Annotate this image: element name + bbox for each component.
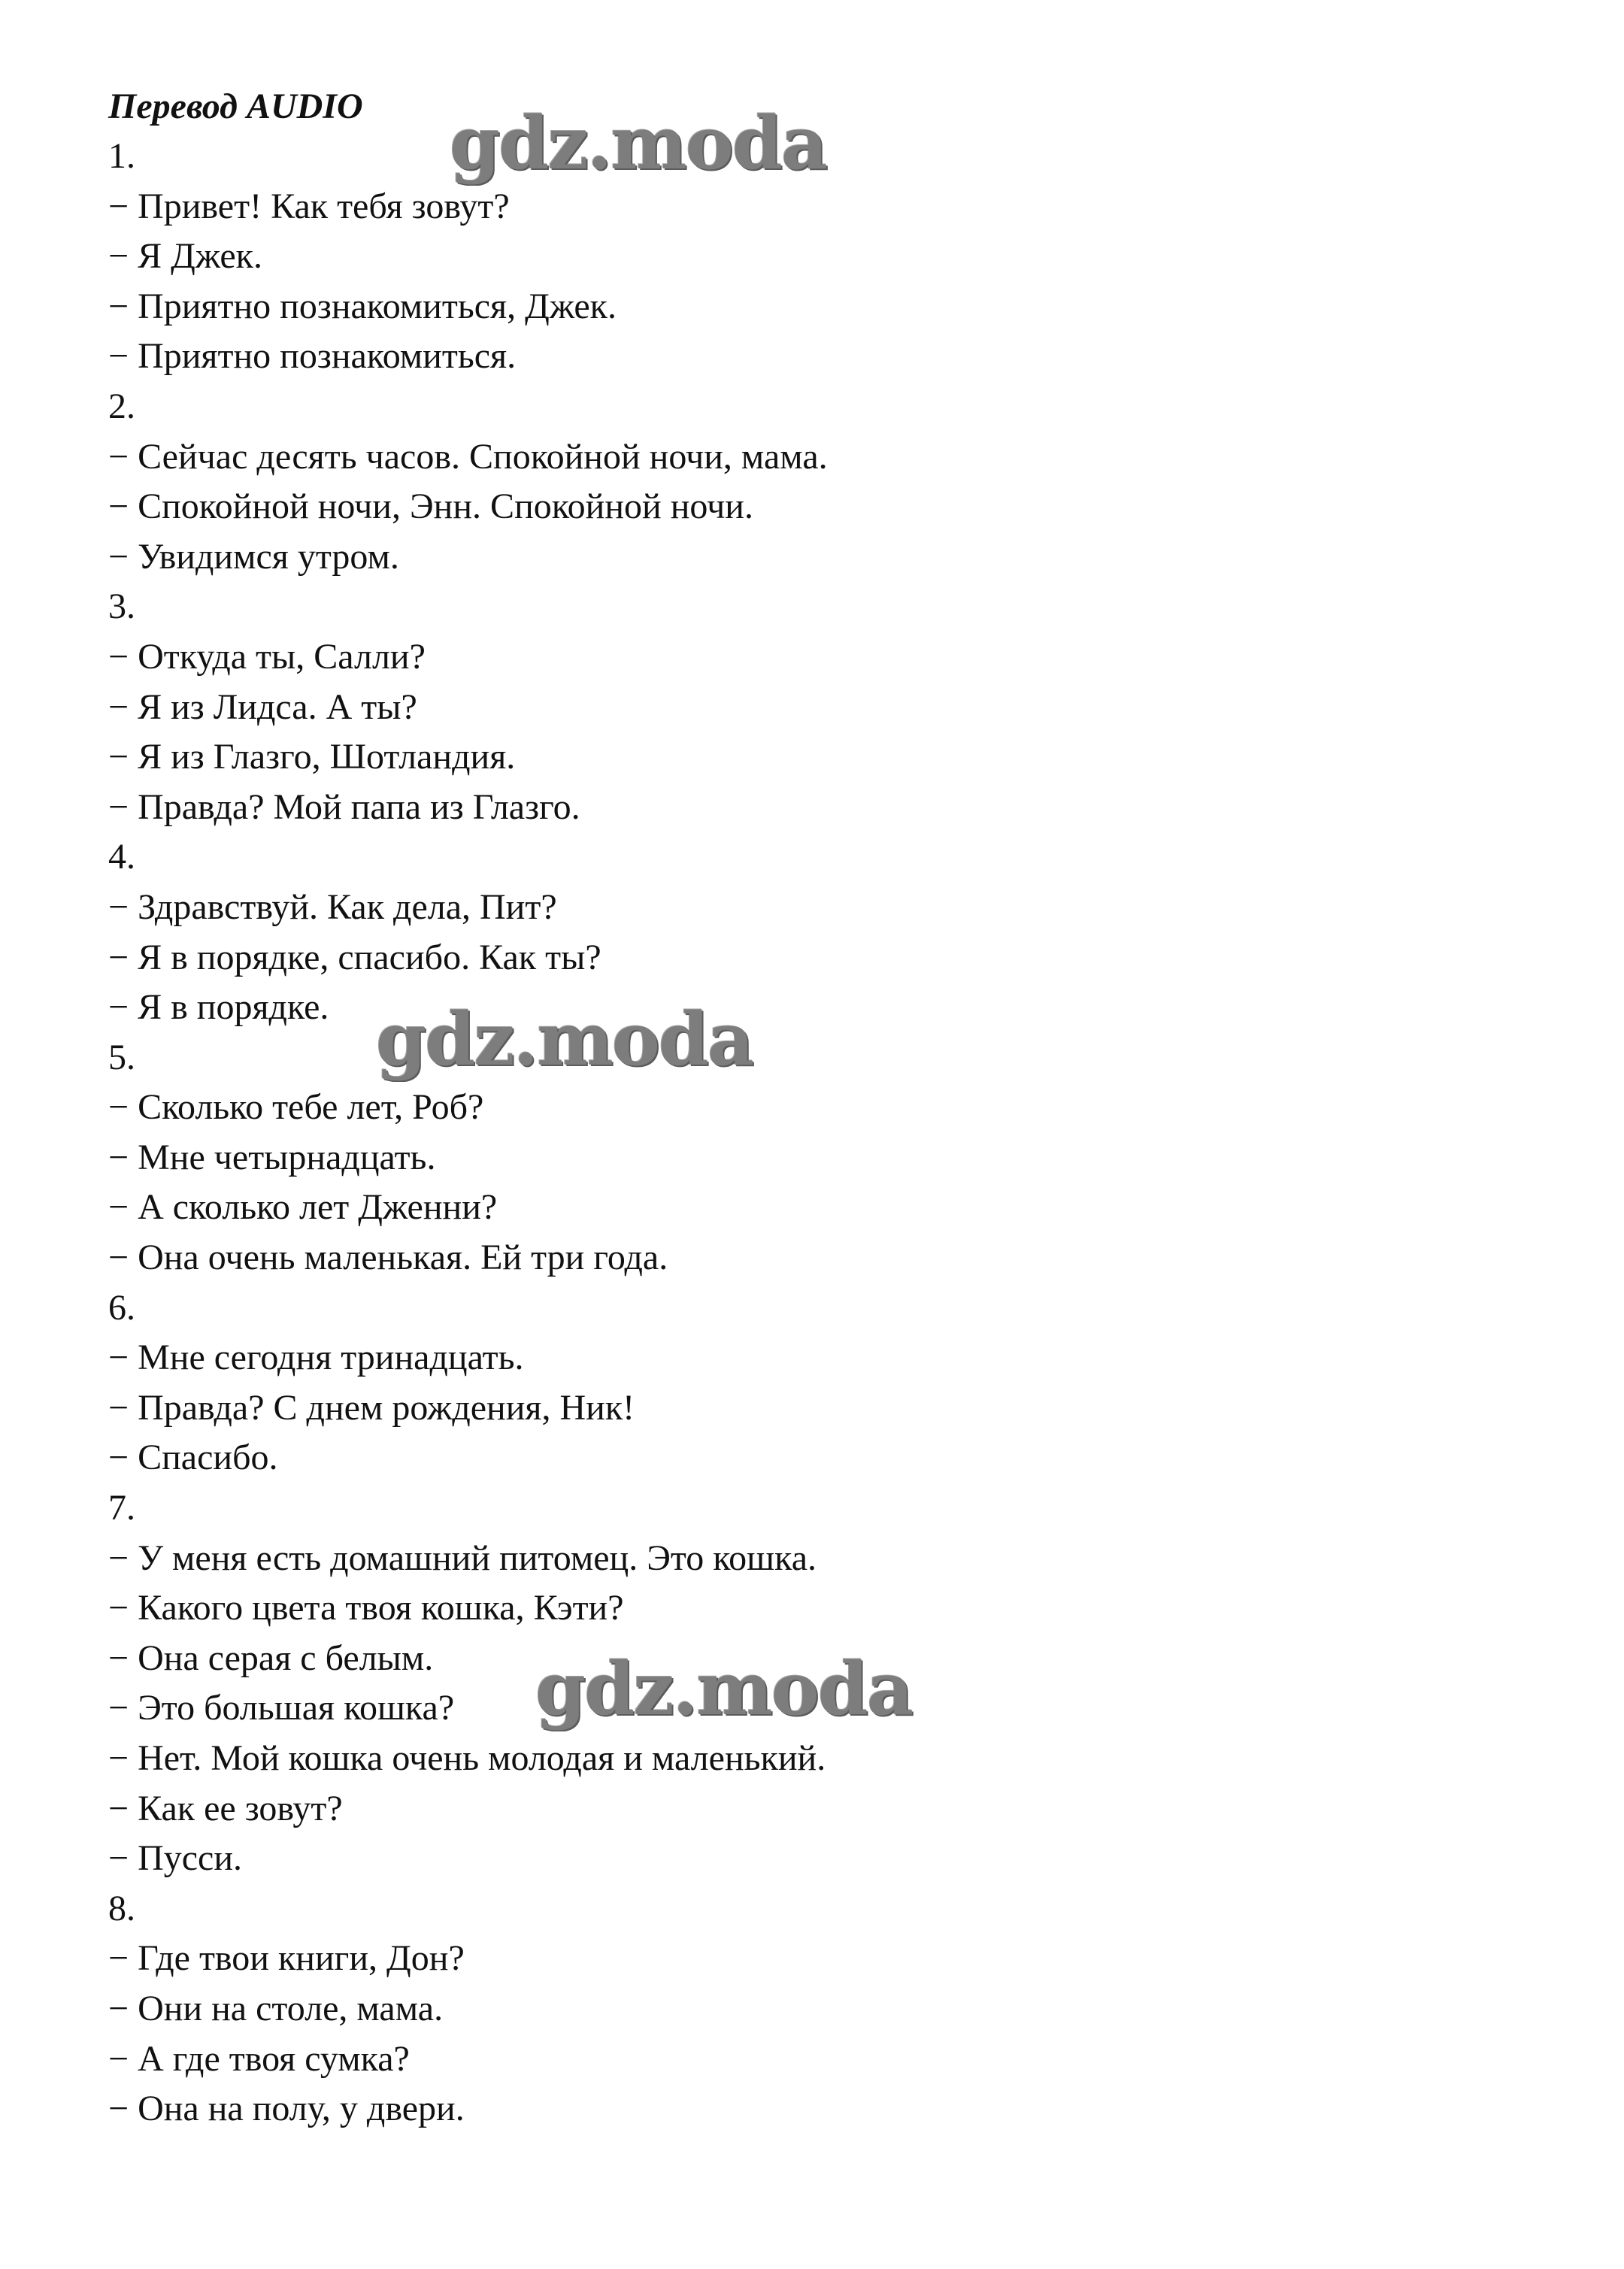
dialogue-number: 3. — [108, 586, 135, 627]
dialogue-line: − Она на полу, у двери. — [108, 2089, 465, 2129]
dialogue-line: − Я из Лидса. А ты? — [108, 686, 417, 727]
dialogue-line: − Привет! Как тебя зовут? — [108, 186, 510, 226]
dialogue-number: 6. — [108, 1287, 135, 1328]
dialogue-line: − Приятно познакомиться, Джек. — [108, 286, 617, 326]
dialogue-line: − Приятно познакомиться. — [108, 336, 517, 377]
dialogue-block — [108, 132, 1537, 382]
dialogue-line: − Спасибо. — [108, 1437, 278, 1478]
document-title: Перевод AUDIO — [108, 86, 363, 126]
dialogue-block — [108, 832, 1537, 1032]
dialogue-line: − Я из Глазго, Шотландия. — [108, 737, 516, 777]
dialogue-block — [108, 1283, 1537, 1483]
dialogue-line: − У меня есть домашний питомец. Это кошка. — [108, 1537, 817, 1578]
dialogue-list — [108, 132, 1537, 2134]
dialogue-line: − Она серая с белым. — [108, 1637, 434, 1678]
dialogue-line: − Как ее зовут? — [108, 1788, 343, 1828]
dialogue-line: − Спокойной ночи, Энн. Спокойной ночи. — [108, 486, 753, 527]
dialogue-line: − Я в порядке. — [108, 987, 329, 1028]
dialogue-number: 7. — [108, 1488, 135, 1528]
dialogue-line: − Здравствуй. Как дела, Пит? — [108, 886, 557, 927]
watermark-logo: gdz.moda — [535, 1646, 913, 1731]
dialogue-number: 2. — [108, 386, 135, 426]
dialogue-line: − Она очень маленькая. Ей три года. — [108, 1237, 668, 1278]
dialogue-line: − Я в порядке, спасибо. Как ты? — [108, 937, 601, 977]
watermark-logo: gdz.moda — [376, 997, 753, 1082]
dialogue-block — [108, 582, 1537, 832]
dialogue-line: − Правда? Мой папа из Глазго. — [108, 786, 580, 827]
watermark-logo: gdz.moda — [450, 101, 827, 186]
dialogue-block — [108, 1483, 1537, 1884]
dialogue-line: − Какого цвета твоя кошка, Кэти? — [108, 1588, 624, 1628]
dialogue-line: − Сколько тебе лет, Роб? — [108, 1087, 484, 1128]
dialogue-block — [108, 382, 1537, 582]
dialogue-line: − Мне сегодня тринадцать. — [108, 1337, 524, 1378]
dialogue-number: 4. — [108, 837, 135, 877]
dialogue-number: 1. — [108, 136, 135, 176]
dialogue-line: − Где твои книги, Дон? — [108, 1938, 465, 1979]
dialogue-line: − Сейчас десять часов. Спокойной ночи, мама. — [108, 436, 828, 477]
dialogue-block — [108, 1884, 1537, 2134]
dialogue-line: − А сколько лет Дженни? — [108, 1187, 498, 1228]
dialogue-line: − Пусси. — [108, 1838, 243, 1879]
dialogue-line: − Увидимся утром. — [108, 536, 399, 577]
dialogue-line: − Я Джек. — [108, 236, 262, 277]
dialogue-block — [108, 1033, 1537, 1283]
dialogue-line: − Откуда ты, Салли? — [108, 636, 426, 677]
document-body — [108, 81, 1537, 2134]
dialogue-line: − Мне четырнадцать. — [108, 1137, 436, 1177]
dialogue-line: − А где твоя сумка? — [108, 2038, 410, 2079]
dialogue-number: 5. — [108, 1037, 135, 1077]
dialogue-number: 8. — [108, 1888, 135, 1928]
dialogue-line: − Это большая кошка? — [108, 1688, 455, 1728]
dialogue-line: − Правда? С днем рождения, Ник! — [108, 1387, 635, 1428]
dialogue-line: − Они на столе, мама. — [108, 1988, 444, 2028]
dialogue-line: − Нет. Мой кошка очень молодая и маленький. — [108, 1738, 826, 1778]
